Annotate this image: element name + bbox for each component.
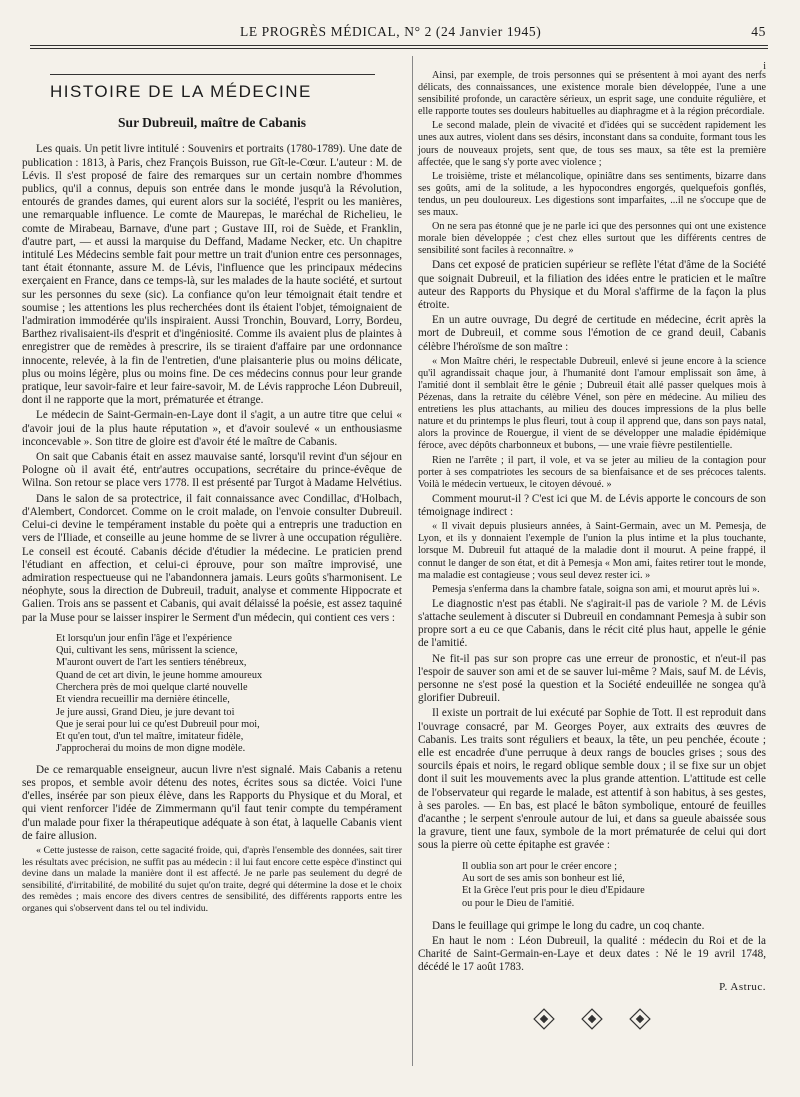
paragraph: Dans le feuillage qui grimpe le long du cadre, un coq chante.: [432, 919, 705, 932]
poem-line: Et qu'en tout, d'un tel maître, imitateur fidèle,: [56, 731, 244, 743]
paragraph: Comment mourut-il ? C'est ici que M. de Lévis apporte le concours de son témoignage indirect :: [418, 492, 766, 519]
paragraph: On sait que Cabanis était en assez mauvaise santé, lorsqu'il revint d'un séjour en Pologne où il avait été, entr'autres occupations, secrétaire du prince-évêque de Wilna. Son retour se place vers 1778. Il est présenté par Turgot à Madame Helvétius.: [22, 451, 402, 490]
footnote-quote: « Cette justesse de raison, cette sagacité froide, qui, d'après l'ensemble des données, sait tirer les résultats avec précision, ne suffit pas au médecin : il lui faut encore cette espèce d'instinct qui devine dans un malade la manière dont il est affecté. Je ne parle pas seulement du degré de sensibilité, d'irritabilité, de mobilité du sujet qu'on traite, degré qui détermine la dose et le choix des remèdes ; mais encore des divers centres de sensibilité, des différents rapports entre les organes qui s'observent dans tel ou tel individu.: [22, 844, 402, 914]
header-rule-double: [30, 48, 768, 49]
quote-paragraph: Rien ne l'arrête ; il part, il vole, et va se jeter au milieu de la contagion pour porter à ses compatriotes les secours de sa bienfaisance et de ses précoces talents. Voilà le médecin vertueux, le citoyen dévoué. »: [418, 454, 766, 490]
paragraph: Dans le salon de sa protectrice, il fait connaissance avec Condillac, d'Holbach, d'Alembert, Condorcet. Comme on le croit malade, on l'envoie consulter Dubreuil. Celui-ci devine le tempérament instable du poète qui a entrepris une traduction en vers de l'Iliade, et conseille au jeune homme de se livrer à une occupation régulière. Le conseil est écouté. Cabanis décide d'étudier la médecine. Le praticien prend l'étudiant en affection, et celui-ci éprouve, pour son maître improvisé, une admiration respectueuse qui ne l'abandonnera jamais. Leurs goûts s'harmonisent. Le néophyte, sous la direction de Dubreuil, traduit, analyse et commente Hippocrate et Galien. Trois ans se passent et Cabanis, qui avait délaissé la poésie, est assez taquiné par la Muse pour se laisser inspirer le Serment d'un médecin, qui contient ces vers :: [22, 492, 402, 624]
epitaph-line: Et la Grèce l'eut pris pour le dieu d'Epidaure: [462, 885, 645, 897]
epitaph: [462, 861, 766, 910]
paragraph: Le diagnostic n'est pas établi. Ne s'agirait-il pas de variole ? M. de Lévis s'attache seulement à discuter si Dubreuil en condamnant Pemesja à subir son propre sort a eu ce que Cabanis, dans le récit cité plus haut, appelle le génie de l'amitié.: [418, 597, 766, 650]
paragraph: Ne fit-il pas sur son propre cas une erreur de pronostic, et n'eut-il pas l'espoir de sauver son ami et de se sauver lui-même ? Mais, sauf M. de Lévis, personne ne s'est posé la question et la Société endeuillée ne songea qu'à glorifier Dubreuil.: [418, 652, 766, 705]
epitaph-line: Au sort de ses amis son bonheur est lié,: [462, 872, 625, 884]
epitaph-line: ou pour le Dieu de l'amitié.: [462, 897, 575, 909]
paragraph: De ce remarquable enseigneur, aucun livre n'est signalé. Mais Cabanis a retenu ses propos, et semble avoir détenu des notes, écrites sous sa dictée. Voici l'une d'elles, insérée par son pieux élève, dans les Rapports du Physique et du Moral, et qui vient renforcer l'idée de Zimmermann qu'il faut tenir compte du tempérament d'un malade pour fixer la thérapeutique adéquate à son état, à laquelle Cabanis vient de faire allusion.: [22, 763, 402, 842]
poem-line: Et viendra recueillir ma dernière étincelle,: [56, 694, 230, 706]
column-divider: [412, 56, 413, 1066]
poem-line: Je jure aussi, Grand Dieu, je jure devant toi: [56, 706, 235, 718]
poem-line: Cherchera près de moi quelque clarté nouvelle: [56, 681, 248, 693]
journal-title: LE PROGRÈS MÉDICAL, N° 2 (24 Janvier 1945): [240, 24, 542, 39]
column-mark: i: [763, 61, 766, 72]
poem-line: Qui, cultivant les sens, mûrissent la science,: [56, 645, 238, 657]
poem-line: Et lorsqu'un jour enfin l'âge et l'expérience: [56, 632, 232, 644]
section-title: HISTOIRE DE LA MÉDECINE: [50, 82, 312, 101]
ornament-row: [418, 1008, 766, 1030]
quote-paragraph: « Il vivait depuis plusieurs années, à Saint-Germain, avec un M. Pemesja, de Lyon, et ils y donnaient l'exemple de l'union la plus intime et la plus touchante, lorsque M. Dubreuil fut attaqué de la maladie dont il mourut. A peine frappé, il connut le danger de son état, et dit à Pemesja « Mon ami, faites retirer tout le monde, ma maladie est contagieuse ; vous seul devez rester ici. »: [418, 521, 766, 581]
paragraph: Les quais. Un petit livre intitulé : Souvenirs et portraits (1780-1789). Une date de publication : 1813, à Paris, chez François Buisson, rue Gît-le-Cœur. L'auteur : M. de Lévis. Il s'est proposé de faire des remarques sur un certain nombre d'hommes publics, qu'il a connus, depuis son entrée dans le monde jusqu'à la Révolution, entourés de grandes dames, qui eurent alors sur la société, l'esprit ou les manières, une remarquable influence. Le comte de Maurepas, le maréchal de Richelieu, le comte de Mirabeau, Barnave, d'une part ; Gustave III, roi de Suède, et Franklin, d'autre part, — et aussi la marquise du Deffand, Madame Necker, etc. Un chapitre intitulé Les Médecins semble fait pour mettre un trait d'union entre ces personnages, tant était étonnante, assure M. de Lévis, l'influence que les principaux médecins exerçaient en France, dans ce temps-là, sur les malades de la haute société, et surtout sur les personnes du sexe (sic). La confiance qu'on leur témoignait était tendre et soumise ; les attentions les plus recherchées dont ils étaient l'objet, témoignaient de l'admiration immodérée qu'ils inspiraient. Aussi Tronchin, Bouvard, Lorry, Bordeu, Barthez rivalisaient-ils d'esprit et d'ingéniosité. Comme ils avaient plus de plaintes à enregistrer que de remèdes à prescrire, ils se tiraient d'affaire par une ordonnance innocente, relevée, à la fin de l'entretien, d'une plaisanterie plus ou moins délicate, plus ou moins légère, plus ou moins fine. De ces médecins connus pour leur grande pratique, leur savoir-faire et leur faire-savoir, M. de Lévis rapproche Léon Dubreuil, dont il ne rapporte que la mort, prématurée et étrange.: [22, 143, 402, 407]
poem: [56, 633, 402, 756]
quote-paragraph: On ne sera pas étonné que je ne parle ici que des personnes qui ont une existence morale bien développée ; c'est chez elles surtout que les différents centres de sensibilité sont faciles à reconnaître. »: [418, 221, 766, 257]
paragraph: Dans cet exposé de praticien supérieur se reflète l'état d'âme de la Société que soignait Dubreuil, et la filiation des idées entre le praticien et le maître auteur des Rapports du Physique et du Moral s'affirme de la façon la plus étroite.: [418, 259, 766, 312]
poem-line: Que je serai pour lui ce qu'est Dubreuil pour moi,: [56, 718, 260, 730]
quote-paragraph: Ainsi, par exemple, de trois personnes qui se présentent à moi ayant des nerfs délicats, des connaissances, une existence morale bien développée, l'une a une sensibilité profonde, un caractère sérieux, un esprit sage, une conduite régulière, et elle rapporte toutes ses douleurs habituelles au diaphragme et à la région précordiale.: [418, 70, 766, 118]
paragraph: Il existe un portrait de lui exécuté par Sophie de Tott. Il est reproduit dans l'ouvrage consacré, par M. Georges Poyer, aux extraits des œuvres de Cabanis. Les traits sont réguliers et beaux, la tête, un peu penchée, écoute ; elle est encadrée d'une perruque à deux rangs de boucles grises ; sous des sourcils épais et noirs, le regard oblique semble doux ; il se fixe sur un objet dont il suit les mouvements avec la plus grande attention. L'attitude est celle de l'observateur qui regarde le malade, est attentif à son habitus, à ses gestes, à ses paroles. — En bas, est placé le bâton symbolique, entouré de feuilles d'acanthe ; le serpent s'enroule autour de lui, et dans sa gueule abaissée sous la gravure, tient une faux, symbole de la mort prématurée de celui qui dort sous la pierre où cette épitaphe est gravée :: [418, 707, 766, 852]
author-signature: P. Astruc.: [719, 980, 766, 993]
poem-line: M'auront ouvert de l'art les sentiers ténébreux,: [56, 657, 247, 669]
header-rule: [30, 45, 768, 46]
quote-paragraph: Pemesja s'enferma dans la chambre fatale, soigna son ami, et mourut après lui ».: [432, 583, 760, 595]
left-column: [22, 60, 402, 916]
diamond-ornament-icon: [629, 1008, 651, 1030]
diamond-ornament-icon: [533, 1008, 555, 1030]
page-number: 45: [751, 24, 766, 39]
poem-line: J'approcherai du moins de mon digne modèle.: [56, 743, 246, 755]
article-title: Sur Dubreuil, maître de Cabanis: [118, 115, 306, 131]
paragraph: En haut le nom : Léon Dubreuil, la qualité : médecin du Roi et de la Charité de Saint-Germain-en-Laye et deux dates : Né le 19 avril 1748, décédé le 17 août 1783.: [418, 935, 766, 974]
poem-line: Quand de cet art divin, le jeune homme amoureux: [56, 669, 263, 681]
epitaph-line: Il oublia son art pour le créer encore ;: [462, 860, 617, 872]
paragraph: Le médecin de Saint-Germain-en-Laye dont il s'agit, a un autre titre que celui « d'avoir joui de la plus haute réputation », et d'avoir soulevé « un enthousiasme inconcevable ». Son titre de gloire est d'avoir été le maître de Cabanis.: [22, 409, 402, 448]
diamond-ornament-icon: [581, 1008, 603, 1030]
quote-paragraph: Le troisième, triste et mélancolique, opiniâtre dans ses sentiments, bizarre dans ses goûts, ami de la solitude, a les hypocondres engorgés, quelquefois gonflés, tendus, un peu douloureux. Les digestions sont imparfaites, ...il ne s'occupe que de ses maux.: [418, 170, 766, 219]
quote-paragraph: Le second malade, plein de vivacité et d'idées qui se succèdent rapidement les unes aux autres, violent dans ses désirs, inconstant dans sa conduite, formant tous les jours de nouveaux projets, sent que, de tous ses maux, sa tête est la première affectée, que le sang s'y porte avec violence ;: [418, 120, 766, 168]
right-column: [418, 60, 766, 1030]
section-rule: [50, 74, 375, 75]
quote-paragraph: « Mon Maître chéri, le respectable Dubreuil, enlevé si jeune encore à la science qu'il agrandissait chaque jour, à l'humanité dont l'amour emplissait son âme, à l'amitié dont il semblait être le génie ; Dubreuil était allé passer quelques mois à Pézenas, dans la retraite du célèbre Vénel, son père en médecine. Au milieu des entretiens les plus attachants, au milieu des douces impressions de la plus belle nature et du printemps le plus fleuri, tout à coup il apprend que, dans son pays natal, alors la province de Rouergue, il vient de se développer une maladie épidémique féroce, avec dépôts charbonneux et bubons, — une vraie fièvre pestilentielle.: [418, 355, 766, 452]
paragraph: En un autre ouvrage, Du degré de certitude en médecine, écrit après la mort de Dubreuil, et comme sous l'émotion de ce grand deuil, Cabanis célèbre l'héroïsme de son maître :: [418, 314, 766, 353]
